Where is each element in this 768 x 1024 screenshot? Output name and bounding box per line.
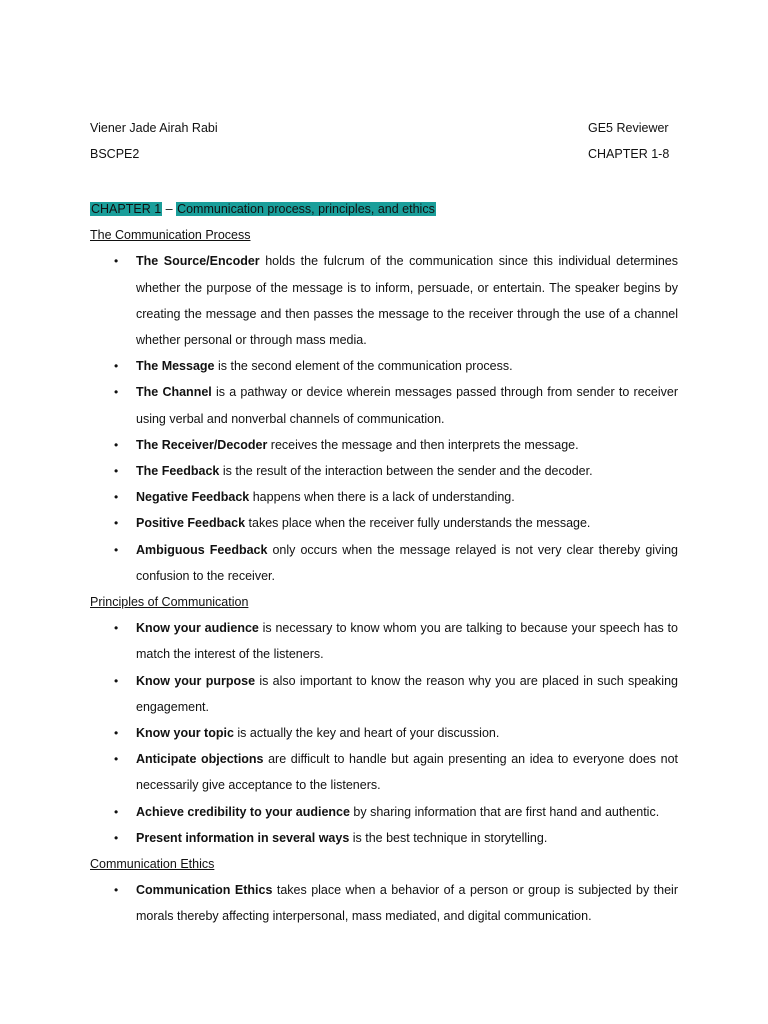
list-item xyxy=(90,458,678,484)
list-item-term: The Message xyxy=(136,359,215,374)
list-item xyxy=(90,746,678,798)
bullet-icon: • xyxy=(114,359,119,374)
section-heading-process: The Communication Process xyxy=(90,228,251,243)
list-item-term: Present information in several ways xyxy=(136,830,350,845)
bullet-icon: • xyxy=(114,254,119,269)
list-item-text: is the result of the interaction between the sender and the decoder. xyxy=(219,464,593,479)
list-item-text: is necessary to know whom you are talking to because your speech has to match the interest of the listeners. xyxy=(136,621,678,662)
list-item-term: The Receiver/Decoder xyxy=(136,437,268,452)
subject-label: GE5 Reviewer xyxy=(588,121,669,135)
list-item-text: is the second element of the communication process. xyxy=(214,359,513,374)
list-item-term: Know your audience xyxy=(136,621,259,636)
list-item-term: Negative Feedback xyxy=(136,490,250,505)
chapter-heading xyxy=(90,196,678,222)
list-item xyxy=(90,825,678,851)
list-item-term: Positive Feedback xyxy=(136,516,246,531)
list-item xyxy=(90,668,678,720)
list-item-term: Achieve credibility to your audience xyxy=(136,804,350,819)
list-item-term: The Source/Encoder xyxy=(136,254,260,269)
bullet-icon: • xyxy=(114,490,119,505)
list-item xyxy=(90,720,678,746)
list-item xyxy=(90,248,678,353)
bullet-icon: • xyxy=(114,542,119,557)
chapter-title: Communication process, principles, and ethics xyxy=(177,202,435,216)
list-item-text: is a pathway or device wherein messages passed through from sender to receiver using verbal and nonverbal channels of communication. xyxy=(136,385,678,426)
principles-list xyxy=(90,615,678,851)
chapter-dash: – xyxy=(165,202,173,216)
list-item xyxy=(90,510,678,536)
list-item xyxy=(90,379,678,431)
list-item xyxy=(90,877,678,929)
list-item-text: takes place when the receiver fully understands the message. xyxy=(245,516,591,531)
bullet-icon: • xyxy=(114,437,119,452)
list-item-text: is also important to know the reason why you are placed in such speaking engagement. xyxy=(136,673,678,714)
document-body xyxy=(90,196,678,930)
bullet-icon: • xyxy=(114,830,119,845)
bullet-icon: • xyxy=(114,752,119,767)
process-list xyxy=(90,248,678,589)
bullet-icon: • xyxy=(114,726,119,741)
bullet-icon: • xyxy=(114,621,119,636)
bullet-icon: • xyxy=(114,516,119,531)
list-item-text: by sharing information that are first hand and authentic. xyxy=(349,804,660,819)
section-heading-ethics: Communication Ethics xyxy=(90,857,215,872)
chapters-label: CHAPTER 1-8 xyxy=(588,147,670,161)
list-item-term: Anticipate objections xyxy=(136,752,264,767)
list-item-text: holds the fulcrum of the communication since this individual determines whether the purpose of the message is to inform, persuade, or entertain. The speaker begins by creating the message and then passes the message to the receiver through the use of a channel whether personal or through mass media. xyxy=(136,254,678,348)
list-item-text: happens when there is a lack of understanding. xyxy=(249,490,515,505)
section-label: BSCPE2 xyxy=(90,147,140,161)
list-item-term: Know your purpose xyxy=(136,673,256,688)
author-name: Viener Jade Airah Rabi xyxy=(90,121,218,135)
bullet-icon: • xyxy=(114,673,119,688)
list-item-term: Know your topic xyxy=(136,726,234,741)
bullet-icon: • xyxy=(114,883,119,898)
list-item-text: is actually the key and heart of your discussion. xyxy=(233,726,500,741)
list-item-text: receives the message and then interprets the message. xyxy=(267,437,579,452)
bullet-icon: • xyxy=(114,804,119,819)
ethics-list xyxy=(90,877,678,929)
bullet-icon: • xyxy=(114,385,119,400)
list-item-term: Communication Ethics xyxy=(136,883,273,898)
list-item xyxy=(90,432,678,458)
list-item-text: only occurs when the message relayed is not very clear thereby giving confusion to the receiver. xyxy=(136,542,678,583)
list-item-text: are difficult to handle but again presenting an idea to everyone does not necessarily give acceptance to the listeners. xyxy=(136,752,678,793)
list-item-text: takes place when a behavior of a person or group is subjected by their morals thereby affecting interpersonal, mass mediated, and digital communication. xyxy=(136,883,679,924)
list-item-term: The Channel xyxy=(136,385,212,400)
list-item xyxy=(90,484,678,510)
list-item-text: is the best technique in storytelling. xyxy=(349,830,548,845)
bullet-icon: • xyxy=(114,464,119,479)
section-heading-principles: Principles of Communication xyxy=(90,595,249,610)
list-item-term: The Feedback xyxy=(136,464,220,479)
list-item xyxy=(90,615,678,667)
list-item xyxy=(90,537,678,589)
list-item xyxy=(90,353,678,379)
chapter-label: CHAPTER 1 xyxy=(91,202,162,216)
list-item-term: Ambiguous Feedback xyxy=(136,542,268,557)
list-item xyxy=(90,799,678,825)
